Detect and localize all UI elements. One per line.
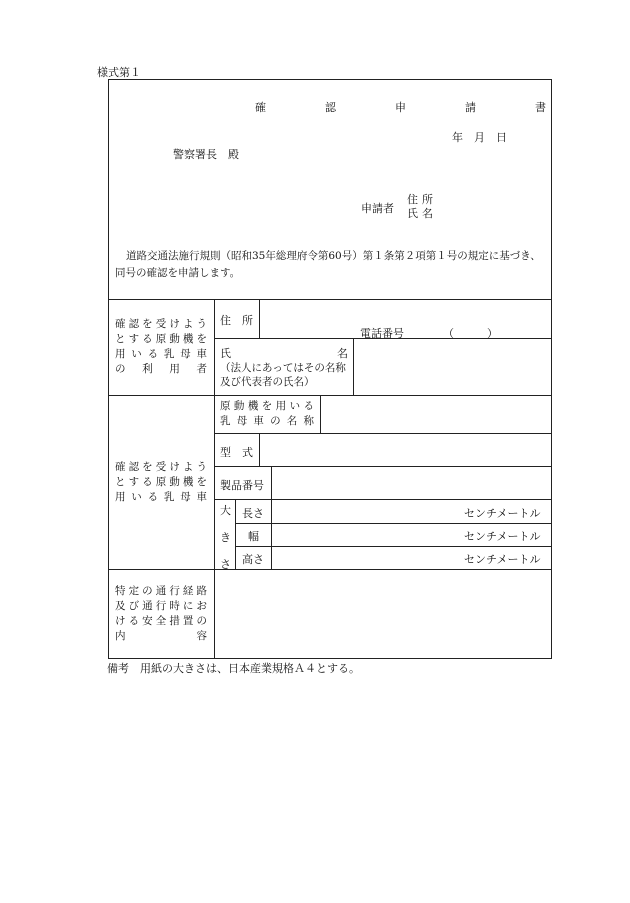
- serial-label: 製品番号: [220, 479, 264, 492]
- route-label-line-1: 特定の通行経路: [115, 585, 207, 597]
- user-section-label: [115, 317, 207, 377]
- form-number-label: 様式第１: [97, 66, 141, 79]
- serial-field[interactable]: [272, 467, 551, 498]
- route-section-label: [115, 584, 207, 644]
- route-label-line-2: 及び通行時にお: [115, 600, 207, 612]
- phone-label: 電話番号: [360, 327, 404, 340]
- stroller-label-line-3: 用いる乳母車: [115, 491, 207, 503]
- height-field[interactable]: [272, 547, 460, 568]
- form-title: 確 認 申 請 書: [255, 101, 570, 114]
- applicant-label: 申請者: [361, 202, 394, 215]
- stroller-name-field[interactable]: [321, 396, 551, 432]
- applicant-name-label[interactable]: 氏名: [407, 207, 437, 220]
- applicant-address-label[interactable]: 住所: [407, 193, 437, 206]
- route-label-line-4: 内容: [115, 630, 207, 642]
- size-char-2: き: [220, 531, 231, 544]
- width-label: 幅: [248, 530, 259, 543]
- size-group-rule: [235, 499, 236, 569]
- size-char-3: さ: [220, 558, 231, 571]
- stroller-label-line-2: とする原動機を: [115, 476, 207, 488]
- user-address-label: 住 所: [220, 314, 253, 327]
- height-label: 高さ: [242, 553, 264, 566]
- width-field[interactable]: [272, 524, 460, 545]
- user-address-field[interactable]: [260, 300, 551, 337]
- user-label-line-2: とする原動機を: [115, 333, 207, 345]
- addressee: 警察署長 殿: [173, 148, 239, 161]
- model-field[interactable]: [260, 434, 551, 465]
- date-line[interactable]: 年 月 日: [452, 131, 507, 144]
- user-name-note: （法人にあってはその名称及び代表者の氏名）: [220, 362, 346, 388]
- width-unit: センチメートル: [464, 530, 541, 543]
- stroller-section-label: [115, 460, 207, 505]
- height-unit: センチメートル: [464, 553, 541, 566]
- size-char-1: 大: [220, 504, 231, 517]
- user-name-field[interactable]: [354, 339, 551, 394]
- user-label-line-4: の利用者: [115, 363, 207, 375]
- user-name-label: 氏 名: [220, 347, 348, 360]
- stroller-name-label: [220, 399, 314, 429]
- user-label-line-3: 用いる乳母車: [115, 348, 207, 360]
- stroller-name-line-1: 原動機を用いる: [220, 400, 314, 412]
- footnote: 備考 用紙の大きさは、日本産業規格Ａ４とする。: [107, 662, 360, 675]
- application-statement: 道路交通法施行規則（昭和35年総理府令第60号）第１条第２項第１号の規定に基づき、同号の確認を申請します。: [115, 250, 541, 279]
- user-label-line-1: 確認を受けよう: [115, 318, 207, 330]
- length-label: 長さ: [242, 507, 264, 520]
- route-field[interactable]: [215, 570, 551, 658]
- phone-field[interactable]: （ ）: [443, 327, 498, 340]
- length-field[interactable]: [272, 500, 460, 522]
- route-label-line-3: ける安全措置の: [115, 615, 207, 627]
- stroller-label-line-1: 確認を受けよう: [115, 461, 207, 473]
- model-label: 型 式: [220, 446, 253, 459]
- stroller-name-line-2: 乳母車の名称: [220, 415, 314, 427]
- length-unit: センチメートル: [464, 507, 541, 520]
